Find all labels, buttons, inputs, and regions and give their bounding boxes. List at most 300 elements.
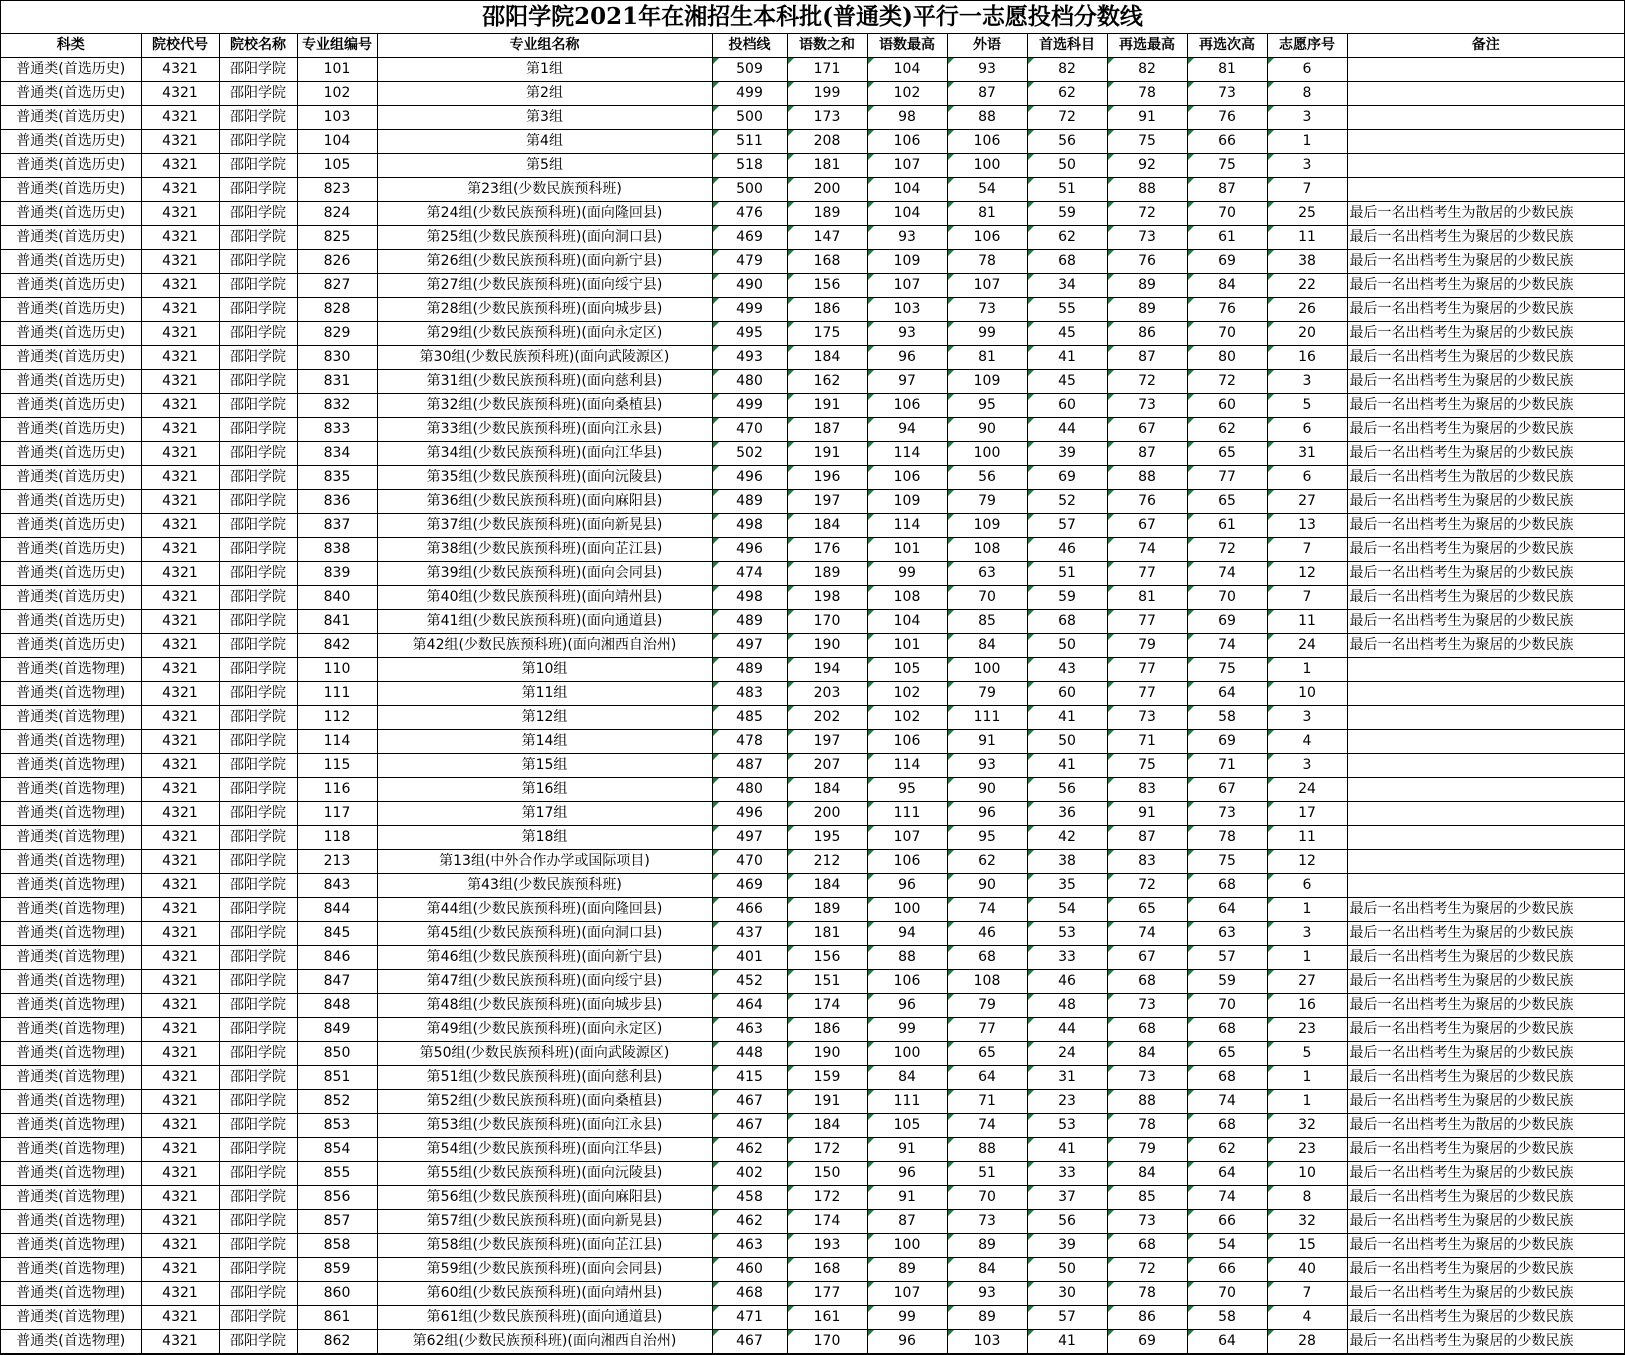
table-row	[1, 154, 1624, 178]
table-cell: 502	[712, 442, 787, 466]
table-cell: 10	[1267, 1162, 1347, 1186]
table-cell: 1	[1267, 130, 1347, 154]
table-row	[1, 346, 1624, 370]
table-cell: 26	[1267, 298, 1347, 322]
table-row	[1, 754, 1624, 778]
table-cell: 173	[787, 106, 867, 130]
note-cell: 最后一名出档考生为聚居的少数民族	[1347, 610, 1624, 634]
table-cell: 50	[1027, 154, 1107, 178]
table-cell: 第34组(少数民族预科班)(面向江华县)	[377, 442, 712, 466]
table-cell: 75	[1187, 850, 1267, 874]
table-cell: 36	[1027, 802, 1107, 826]
note-cell: 最后一名出档考生为聚居的少数民族	[1347, 634, 1624, 658]
table-cell: 114	[867, 442, 947, 466]
table-cell: 11	[1267, 826, 1347, 850]
table-cell: 100	[947, 442, 1027, 466]
table-cell: 普通类(首选历史)	[1, 274, 141, 298]
table-row	[1, 466, 1624, 490]
table-cell: 41	[1027, 1138, 1107, 1162]
table-row	[1, 1186, 1624, 1210]
table-cell: 851	[297, 1066, 377, 1090]
table-row	[1, 1138, 1624, 1162]
table-cell: 855	[297, 1162, 377, 1186]
table-cell: 202	[787, 706, 867, 730]
note-cell: 最后一名出档考生为聚居的少数民族	[1347, 1066, 1624, 1090]
table-cell: 493	[712, 346, 787, 370]
table-cell: 69	[1187, 610, 1267, 634]
table-cell: 邵阳学院	[219, 946, 297, 970]
table-cell: 68	[1107, 970, 1187, 994]
table-cell: 862	[297, 1330, 377, 1354]
note-cell	[1347, 706, 1624, 730]
table-cell: 第12组	[377, 706, 712, 730]
table-cell: 832	[297, 394, 377, 418]
table-cell: 500	[712, 178, 787, 202]
table-cell: 普通类(首选历史)	[1, 418, 141, 442]
table-cell: 68	[1107, 1234, 1187, 1258]
table-row	[1, 994, 1624, 1018]
table-row	[1, 322, 1624, 346]
table-cell: 33	[1027, 946, 1107, 970]
table-cell: 4321	[141, 298, 219, 322]
table-cell: 6	[1267, 874, 1347, 898]
table-cell: 普通类(首选物理)	[1, 946, 141, 970]
table-cell: 59	[1027, 586, 1107, 610]
table-cell: 850	[297, 1042, 377, 1066]
table-row	[1, 202, 1624, 226]
table-cell: 邵阳学院	[219, 370, 297, 394]
table-cell: 87	[1107, 442, 1187, 466]
table-row	[1, 106, 1624, 130]
table-cell: 104	[297, 130, 377, 154]
table-cell: 74	[1187, 562, 1267, 586]
table-cell: 第42组(少数民族预科班)(面向湘西自治州)	[377, 634, 712, 658]
table-cell: 邵阳学院	[219, 490, 297, 514]
table-cell: 70	[1187, 994, 1267, 1018]
table-cell: 857	[297, 1210, 377, 1234]
table-cell: 7	[1267, 538, 1347, 562]
table-cell: 72	[1107, 370, 1187, 394]
table-cell: 4321	[141, 1162, 219, 1186]
table-cell: 41	[1027, 1330, 1107, 1354]
table-row	[1, 586, 1624, 610]
table-cell: 第51组(少数民族预科班)(面向慈利县)	[377, 1066, 712, 1090]
table-cell: 497	[712, 634, 787, 658]
table-cell: 60	[1027, 682, 1107, 706]
table-cell: 1	[1267, 1066, 1347, 1090]
table-cell: 67	[1107, 946, 1187, 970]
note-cell: 最后一名出档考生为聚居的少数民族	[1347, 1018, 1624, 1042]
table-cell: 普通类(首选历史)	[1, 82, 141, 106]
table-cell: 邵阳学院	[219, 250, 297, 274]
table-row	[1, 1042, 1624, 1066]
table-cell: 106	[947, 130, 1027, 154]
table-cell: 23	[1267, 1018, 1347, 1042]
table-cell: 邵阳学院	[219, 346, 297, 370]
table-cell: 88	[947, 106, 1027, 130]
table-cell: 3	[1267, 706, 1347, 730]
table-row	[1, 1306, 1624, 1330]
table-cell: 普通类(首选物理)	[1, 922, 141, 946]
table-cell: 170	[787, 1330, 867, 1354]
note-cell: 最后一名出档考生为聚居的少数民族	[1347, 442, 1624, 466]
table-cell: 4321	[141, 634, 219, 658]
table-cell: 邵阳学院	[219, 202, 297, 226]
table-cell: 108	[867, 586, 947, 610]
table-cell: 邵阳学院	[219, 58, 297, 82]
table-cell: 78	[1107, 1282, 1187, 1306]
table-cell: 84	[1107, 1162, 1187, 1186]
table-cell: 184	[787, 514, 867, 538]
table-cell: 7	[1267, 586, 1347, 610]
table-cell: 11	[1267, 226, 1347, 250]
table-cell: 96	[867, 994, 947, 1018]
table-cell: 第45组(少数民族预科班)(面向洞口县)	[377, 922, 712, 946]
note-cell	[1347, 178, 1624, 202]
table-cell: 普通类(首选历史)	[1, 178, 141, 202]
table-cell: 102	[867, 682, 947, 706]
table-cell: 邵阳学院	[219, 1258, 297, 1282]
table-cell: 64	[1187, 682, 1267, 706]
table-cell: 邵阳学院	[219, 1090, 297, 1114]
table-cell: 4321	[141, 490, 219, 514]
table-cell: 4321	[141, 226, 219, 250]
table-cell: 99	[867, 1306, 947, 1330]
table-cell: 107	[947, 274, 1027, 298]
table-cell: 847	[297, 970, 377, 994]
table-cell: 第29组(少数民族预科班)(面向永定区)	[377, 322, 712, 346]
table-cell: 邵阳学院	[219, 1162, 297, 1186]
table-cell: 普通类(首选历史)	[1, 562, 141, 586]
table-cell: 4321	[141, 1210, 219, 1234]
table-cell: 106	[867, 970, 947, 994]
table-cell: 普通类(首选历史)	[1, 442, 141, 466]
table-cell: 1	[1267, 658, 1347, 682]
table-cell: 普通类(首选物理)	[1, 970, 141, 994]
table-cell: 88	[947, 1138, 1027, 1162]
table-cell: 94	[867, 922, 947, 946]
table-cell: 518	[712, 154, 787, 178]
table-cell: 463	[712, 1018, 787, 1042]
table-cell: 3	[1267, 754, 1347, 778]
table-cell: 86	[1107, 1306, 1187, 1330]
table-cell: 73	[1107, 394, 1187, 418]
table-row	[1, 946, 1624, 970]
table-cell: 68	[1187, 874, 1267, 898]
table-cell: 邵阳学院	[219, 1282, 297, 1306]
column-header: 语数之和	[787, 34, 867, 58]
table-cell: 159	[787, 1066, 867, 1090]
table-cell: 1	[1267, 1090, 1347, 1114]
table-cell: 4321	[141, 178, 219, 202]
table-cell: 829	[297, 322, 377, 346]
table-cell: 856	[297, 1186, 377, 1210]
table-cell: 112	[297, 706, 377, 730]
table-cell: 56	[1027, 778, 1107, 802]
table-cell: 470	[712, 850, 787, 874]
table-cell: 499	[712, 394, 787, 418]
header-row	[1, 34, 1624, 58]
table-cell: 58	[1187, 706, 1267, 730]
table-cell: 53	[1027, 922, 1107, 946]
table-row	[1, 1234, 1624, 1258]
table-cell: 177	[787, 1282, 867, 1306]
note-cell: 最后一名出档考生为聚居的少数民族	[1347, 1234, 1624, 1258]
note-cell: 最后一名出档考生为聚居的少数民族	[1347, 562, 1624, 586]
note-cell: 最后一名出档考生为聚居的少数民族	[1347, 994, 1624, 1018]
table-row	[1, 58, 1624, 82]
table-cell: 70	[1187, 586, 1267, 610]
table-cell: 162	[787, 370, 867, 394]
table-cell: 99	[867, 1018, 947, 1042]
table-cell: 邵阳学院	[219, 874, 297, 898]
table-cell: 3	[1267, 370, 1347, 394]
table-cell: 31	[1027, 1066, 1107, 1090]
table-cell: 65	[1187, 490, 1267, 514]
table-row	[1, 898, 1624, 922]
table-cell: 89	[947, 1306, 1027, 1330]
table-cell: 3	[1267, 154, 1347, 178]
table-cell: 73	[1107, 1066, 1187, 1090]
table-cell: 80	[1187, 346, 1267, 370]
table-cell: 43	[1027, 658, 1107, 682]
table-cell: 第61组(少数民族预科班)(面向通道县)	[377, 1306, 712, 1330]
table-cell: 41	[1027, 706, 1107, 730]
note-cell	[1347, 874, 1624, 898]
table-cell: 67	[1107, 418, 1187, 442]
table-cell: 184	[787, 874, 867, 898]
table-cell: 第14组	[377, 730, 712, 754]
table-cell: 79	[947, 490, 1027, 514]
table-cell: 5	[1267, 394, 1347, 418]
table-cell: 普通类(首选历史)	[1, 490, 141, 514]
table-cell: 65	[1187, 1042, 1267, 1066]
table-cell: 96	[867, 1330, 947, 1354]
table-row	[1, 610, 1624, 634]
note-cell	[1347, 682, 1624, 706]
table-cell: 69	[1107, 1330, 1187, 1354]
table-cell: 5	[1267, 1042, 1347, 1066]
table-cell: 4321	[141, 274, 219, 298]
table-cell: 32	[1267, 1210, 1347, 1234]
table-cell: 74	[1187, 1090, 1267, 1114]
table-cell: 邵阳学院	[219, 826, 297, 850]
table-cell: 106	[867, 850, 947, 874]
table-cell: 74	[1107, 922, 1187, 946]
note-cell: 最后一名出档考生为聚居的少数民族	[1347, 274, 1624, 298]
table-cell: 普通类(首选历史)	[1, 250, 141, 274]
table-cell: 4321	[141, 394, 219, 418]
table-cell: 91	[947, 730, 1027, 754]
note-cell: 最后一名出档考生为聚居的少数民族	[1347, 250, 1624, 274]
table-cell: 6	[1267, 466, 1347, 490]
table-cell: 92	[1107, 154, 1187, 178]
table-cell: 96	[867, 1162, 947, 1186]
table-cell: 73	[1187, 802, 1267, 826]
table-cell: 邵阳学院	[219, 730, 297, 754]
table-cell: 第26组(少数民族预科班)(面向新宁县)	[377, 250, 712, 274]
table-cell: 第59组(少数民族预科班)(面向会同县)	[377, 1258, 712, 1282]
note-cell	[1347, 82, 1624, 106]
table-cell: 普通类(首选物理)	[1, 898, 141, 922]
table-cell: 467	[712, 1114, 787, 1138]
table-cell: 4	[1267, 1306, 1347, 1330]
table-cell: 4321	[141, 850, 219, 874]
column-header: 投档线	[712, 34, 787, 58]
score-table	[1, 34, 1624, 1354]
table-cell: 84	[947, 1258, 1027, 1282]
table-cell: 860	[297, 1282, 377, 1306]
table-cell: 181	[787, 154, 867, 178]
table-cell: 4321	[141, 130, 219, 154]
table-cell: 87	[1187, 178, 1267, 202]
table-cell: 168	[787, 250, 867, 274]
table-cell: 第62组(少数民族预科班)(面向湘西自治州)	[377, 1330, 712, 1354]
table-cell: 116	[297, 778, 377, 802]
table-cell: 4321	[141, 58, 219, 82]
table-cell: 第32组(少数民族预科班)(面向桑植县)	[377, 394, 712, 418]
note-cell	[1347, 730, 1624, 754]
table-cell: 98	[867, 106, 947, 130]
table-cell: 82	[1107, 58, 1187, 82]
note-cell: 最后一名出档考生为聚居的少数民族	[1347, 370, 1624, 394]
table-cell: 118	[297, 826, 377, 850]
table-cell: 普通类(首选历史)	[1, 538, 141, 562]
column-header: 专业组名称	[377, 34, 712, 58]
table-cell: 1	[1267, 946, 1347, 970]
table-cell: 460	[712, 1258, 787, 1282]
table-cell: 79	[1107, 1138, 1187, 1162]
table-cell: 第10组	[377, 658, 712, 682]
table-cell: 普通类(首选物理)	[1, 754, 141, 778]
table-cell: 76	[1107, 490, 1187, 514]
table-cell: 197	[787, 730, 867, 754]
table-cell: 4321	[141, 658, 219, 682]
table-cell: 103	[867, 298, 947, 322]
table-cell: 487	[712, 754, 787, 778]
table-cell: 109	[867, 490, 947, 514]
table-row	[1, 658, 1624, 682]
table-cell: 8	[1267, 82, 1347, 106]
table-cell: 邵阳学院	[219, 1186, 297, 1210]
table-cell: 842	[297, 634, 377, 658]
table-cell: 7	[1267, 178, 1347, 202]
table-cell: 73	[947, 298, 1027, 322]
table-cell: 3	[1267, 106, 1347, 130]
table-cell: 76	[1187, 298, 1267, 322]
table-row	[1, 562, 1624, 586]
table-cell: 普通类(首选物理)	[1, 730, 141, 754]
table-cell: 50	[1027, 634, 1107, 658]
table-cell: 107	[867, 826, 947, 850]
table-cell: 84	[1107, 1042, 1187, 1066]
table-cell: 邵阳学院	[219, 1018, 297, 1042]
table-cell: 87	[947, 82, 1027, 106]
table-cell: 170	[787, 610, 867, 634]
table-cell: 4321	[141, 562, 219, 586]
table-cell: 78	[947, 250, 1027, 274]
table-cell: 511	[712, 130, 787, 154]
table-cell: 497	[712, 826, 787, 850]
table-cell: 88	[867, 946, 947, 970]
table-cell: 第17组	[377, 802, 712, 826]
table-cell: 99	[947, 322, 1027, 346]
table-cell: 74	[1187, 1186, 1267, 1210]
table-cell: 437	[712, 922, 787, 946]
table-cell: 65	[947, 1042, 1027, 1066]
table-cell: 4	[1267, 730, 1347, 754]
page-title: 邵阳学院2021年在湘招生本科批(普通类)平行一志愿投档分数线	[1, 1, 1624, 34]
note-cell	[1347, 754, 1624, 778]
note-cell: 最后一名出档考生为聚居的少数民族	[1347, 1306, 1624, 1330]
table-cell: 91	[867, 1138, 947, 1162]
table-cell: 56	[947, 466, 1027, 490]
table-cell: 第56组(少数民族预科班)(面向麻阳县)	[377, 1186, 712, 1210]
table-cell: 第43组(少数民族预科班)	[377, 874, 712, 898]
table-cell: 96	[867, 346, 947, 370]
table-cell: 72	[1187, 538, 1267, 562]
table-cell: 第35组(少数民族预科班)(面向沅陵县)	[377, 466, 712, 490]
table-cell: 843	[297, 874, 377, 898]
table-cell: 73	[947, 1210, 1027, 1234]
table-cell: 101	[297, 58, 377, 82]
table-cell: 第5组	[377, 154, 712, 178]
note-cell: 最后一名出档考生为聚居的少数民族	[1347, 922, 1624, 946]
table-cell: 7	[1267, 1282, 1347, 1306]
table-cell: 103	[297, 106, 377, 130]
table-cell: 邵阳学院	[219, 1306, 297, 1330]
table-cell: 93	[867, 226, 947, 250]
table-cell: 111	[947, 706, 1027, 730]
table-cell: 84	[1187, 274, 1267, 298]
table-cell: 46	[1027, 970, 1107, 994]
table-cell: 4321	[141, 418, 219, 442]
table-cell: 12	[1267, 562, 1347, 586]
table-cell: 77	[1107, 658, 1187, 682]
table-cell: 普通类(首选历史)	[1, 130, 141, 154]
table-cell: 463	[712, 1234, 787, 1258]
table-cell: 邵阳学院	[219, 922, 297, 946]
table-cell: 468	[712, 1282, 787, 1306]
table-row	[1, 130, 1624, 154]
table-cell: 193	[787, 1234, 867, 1258]
table-cell: 普通类(首选历史)	[1, 466, 141, 490]
table-cell: 184	[787, 346, 867, 370]
table-cell: 邵阳学院	[219, 970, 297, 994]
table-cell: 邵阳学院	[219, 298, 297, 322]
table-cell: 37	[1027, 1186, 1107, 1210]
table-cell: 108	[947, 970, 1027, 994]
table-cell: 65	[1107, 898, 1187, 922]
table-cell: 第57组(少数民族预科班)(面向新晃县)	[377, 1210, 712, 1234]
table-cell: 151	[787, 970, 867, 994]
table-cell: 第54组(少数民族预科班)(面向江华县)	[377, 1138, 712, 1162]
table-cell: 68	[1187, 1114, 1267, 1138]
table-cell: 68	[947, 946, 1027, 970]
table-cell: 200	[787, 178, 867, 202]
table-cell: 15	[1267, 1234, 1347, 1258]
table-cell: 74	[1187, 634, 1267, 658]
table-cell: 64	[1187, 1330, 1267, 1354]
note-cell: 最后一名出档考生为聚居的少数民族	[1347, 1138, 1624, 1162]
table-cell: 普通类(首选物理)	[1, 1306, 141, 1330]
table-cell: 849	[297, 1018, 377, 1042]
table-cell: 38	[1027, 850, 1107, 874]
table-cell: 20	[1267, 322, 1347, 346]
note-cell	[1347, 58, 1624, 82]
table-cell: 第1组	[377, 58, 712, 82]
table-cell: 3	[1267, 922, 1347, 946]
